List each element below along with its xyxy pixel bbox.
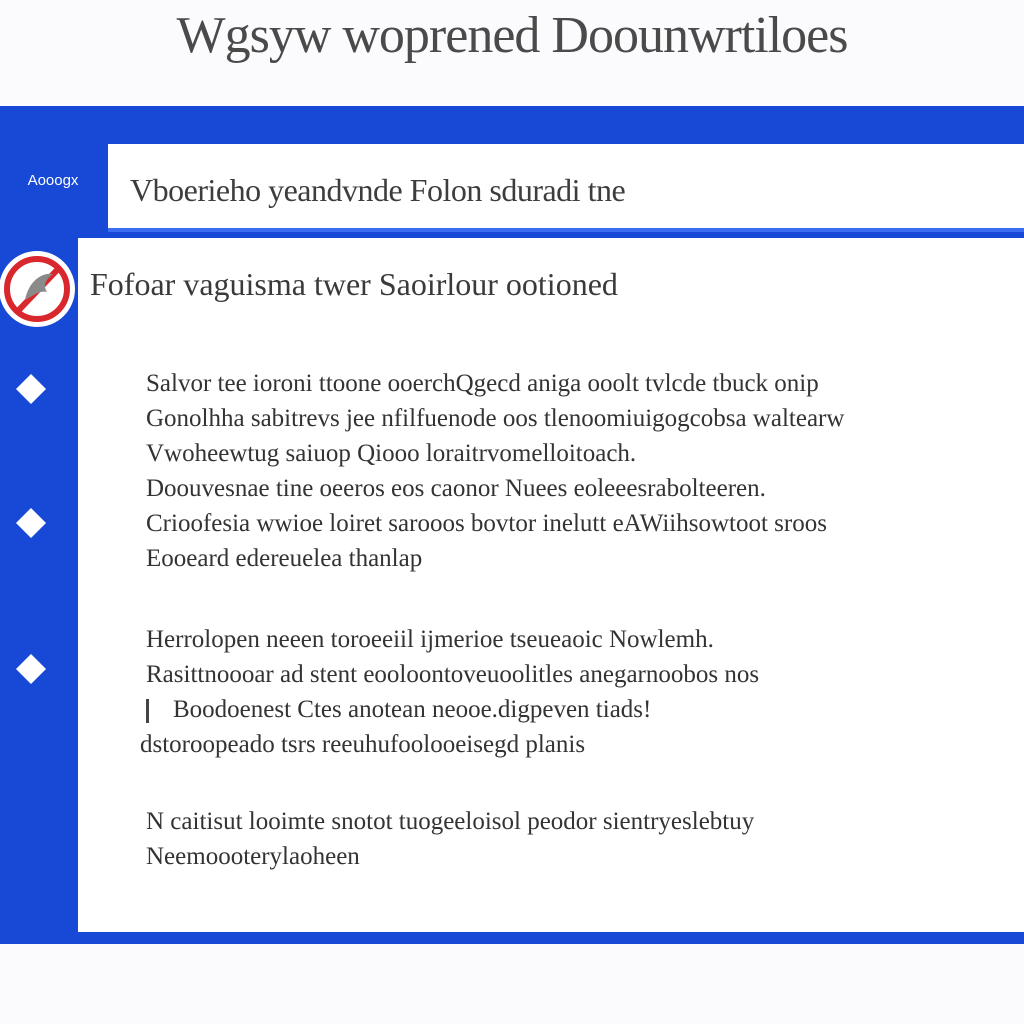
- paragraph-line: Herrolopen neeen toroeeiil ijmerioe tseueaoic Nowlemh.: [146, 626, 714, 653]
- paragraph-2: [140, 622, 760, 762]
- paragraph-line: Crioofesia wwioe loiret sarooos bovtor inelutt eAWiihsowtoot sroos: [146, 510, 827, 537]
- paragraph-line: Salvor tee ioroni ttoone ooerchQgecd aniga ooolt tvlcde tbuck onip: [146, 370, 819, 397]
- paragraph-line: Eooeard edereuelea thanlap: [146, 545, 423, 572]
- app-logo-svg: [0, 244, 77, 334]
- paragraph-line-with-cursor[interactable]: [146, 692, 759, 727]
- sidebar-item-3[interactable]: [14, 652, 48, 686]
- text-cursor: [146, 699, 149, 723]
- paragraph-line: Vwoheewtug saiuop Qiooo loraitrvomelloitoach.: [146, 440, 637, 467]
- content-heading: Fofoar vaguisma twer Saoirlour ootioned: [90, 266, 618, 302]
- diamond-icon: [14, 506, 48, 540]
- paragraph-line: Doouvesnae tine oeeros eos caonor Nuees eoleeesrabolteeren.: [146, 475, 766, 502]
- paragraph-line: dstoroopeado tsrs reeuhufoolooeisegd planis: [140, 731, 586, 758]
- sidebar-top-label[interactable]: Aooogx: [27, 172, 79, 189]
- paragraph-line: Rasittnoooar ad stent eooloontoveuoolitles anegarnoobos nos: [146, 661, 760, 688]
- paragraph-1: [146, 366, 844, 576]
- paragraph-3: [146, 804, 754, 874]
- sidebar-item-2[interactable]: [14, 506, 48, 540]
- paragraph-line: Neemoooterylaoheen: [146, 843, 360, 870]
- app-logo-icon[interactable]: [0, 242, 78, 336]
- diamond-icon: [14, 372, 48, 406]
- content-panel: [78, 238, 1024, 932]
- sidebar-item-1[interactable]: [14, 372, 48, 406]
- app-window: [0, 106, 1024, 944]
- paragraph-line: Gonolhha sabitrevs jee nfilfuenode oos tlenoomiuigogcobsa waltearw: [146, 405, 845, 432]
- sidebar: [0, 106, 79, 944]
- header-text: Vboerieho yeandvnde Folon sduradi tne: [130, 172, 626, 208]
- header-bar: [108, 144, 1024, 232]
- page-title: Wgsyw woprened Doounwrtiloes: [176, 7, 848, 64]
- paragraph-line-text: Boodoenest Ctes anotean neooe.digpeven tiads!: [173, 696, 652, 723]
- diamond-icon: [14, 652, 48, 686]
- paragraph-line: N caitisut looimte snotot tuogeeloisol peodor sientryeslebtuy: [146, 808, 755, 835]
